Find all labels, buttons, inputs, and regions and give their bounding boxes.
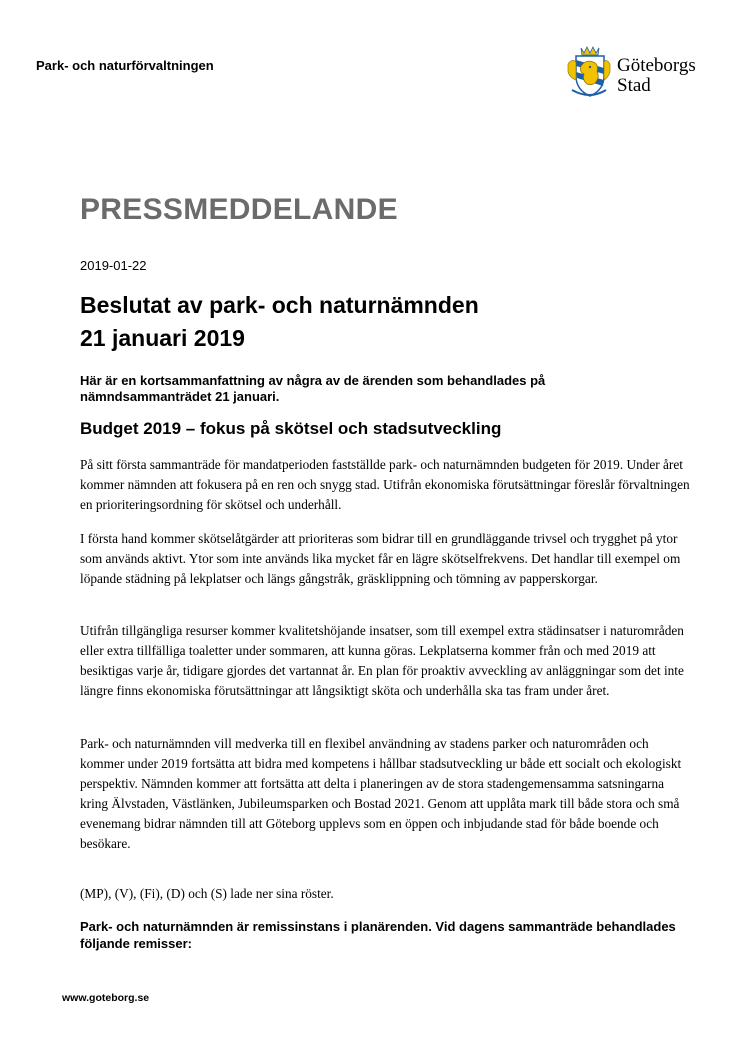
logo-wordmark (617, 56, 696, 96)
paragraph-priorities: I första hand kommer skötselåtgärder att prioriteras som bidrar till en grundläggande trivsel och trygghet på ytor som används aktivt. Ytor som inte används lika mycket får en lägre skötselfrekvens. Det handlar till exempel om löpande städning på lekplatser och längs gångstråk, gräsklippning och tömning av papperskorgar. (80, 531, 681, 586)
goteborg-coat-of-arms-icon (566, 46, 612, 98)
intro-summary: Här är en kortsammanfattning av några av de ärenden som behandlades på nämndsammanträdet 21 januari. (80, 373, 546, 404)
goteborg-logo (566, 46, 716, 98)
document-label: PRESSMEDDELANDE (80, 193, 398, 226)
footer-url[interactable]: www.goteborg.se (62, 992, 150, 1004)
title-line-2: 21 januari 2019 (80, 325, 245, 351)
document-date: 2019-01-22 (80, 258, 147, 273)
paragraph-budget: På sitt första sammanträde för mandatperioden fastställde park- och naturnämnden budgeten för 2019. Under året kommer nämnden att fokusera på en ren och snygg stad. Utifrån ekonomiska förutsättningar föreslår förvaltningen en prioriteringsordning för skötsel och underhåll. (80, 457, 690, 512)
paragraph-resources: Utifrån tillgängliga resurser kommer kvalitetshöjande insatser, som till exempel extra städinsatser i naturområden eller extra tillfälliga toaletter under sommaren, att kunna göras. Lekplatserna kommer från och med 2019 att besiktigas varje år, tidigare gjordes det vartannat år. En plan för proaktiv avveckling av anläggningar som det inte längre finns ekonomiska förutsättningar att långsiktigt sköta och underhålla ska tas fram under året. (80, 623, 684, 698)
paragraph-urban-development: Park- och naturnämnden vill medverka till en flexibel användning av stadens parker och naturområden och kommer under 2019 fortsätta att bidra med kompetens i hållbar stadsutveckling ur både ett socialt och ekologiskt perspektiv. Nämnden kommer att fortsätta att delta i planeringen av de stora stadengemensamma satsningarna kring Älvstaden, Västlänken, Jubileumsparken och Bostad 2021. Genom att upplåta mark till både stora och små evenemang bidrar nämnden till att Göteborg upplevs som en öppen och inbjudande stad för både boende och besökare. (80, 736, 682, 851)
document-title (80, 289, 680, 355)
logo-line-stad: Stad (617, 75, 651, 96)
title-line-1: Beslutat av park- och naturnämnden (80, 292, 479, 318)
paragraph-abstentions: (MP), (V), (Fi), (D) och (S) lade ner sina röster. (80, 886, 334, 901)
organization-name: Park- och naturförvaltningen (36, 58, 214, 73)
closing-remisser: Park- och naturnämnden är remissinstans i planärenden. Vid dagens sammanträde behandlades följande remisser: (80, 919, 676, 951)
logo-line-goteborgs: Göteborgs (617, 55, 696, 76)
section-heading: Budget 2019 – fokus på skötsel och stadsutveckling (80, 419, 502, 438)
